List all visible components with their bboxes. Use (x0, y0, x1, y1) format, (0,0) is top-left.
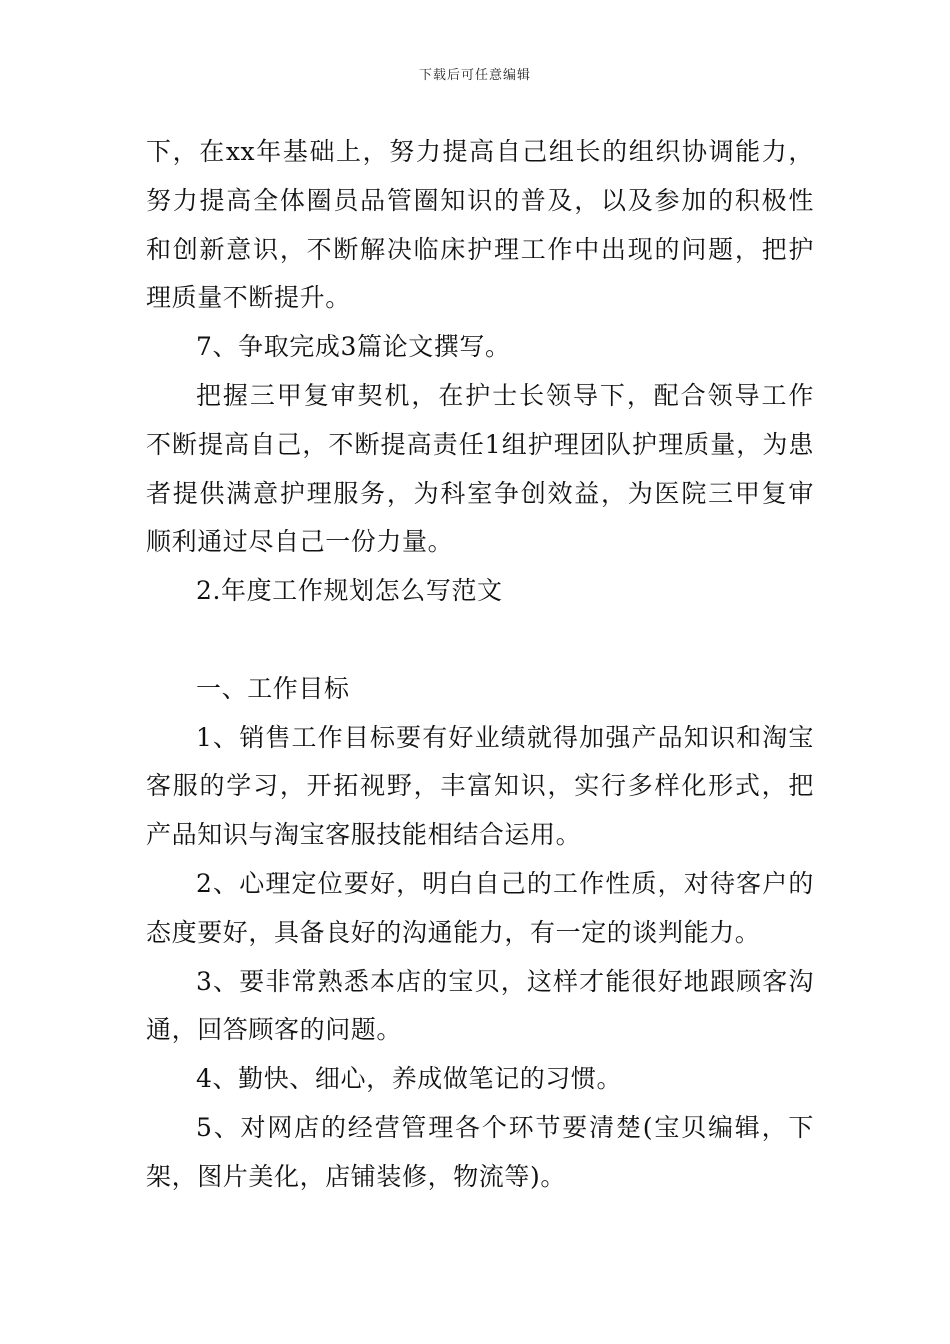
text-line: 客服的学习，开拓视野，丰富知识，实行多样化形式，把 (146, 771, 814, 801)
text-line: 把握三甲复审契机，在护士长领导下，配合领导工作 (196, 380, 814, 410)
text-line: 理质量不断提升。 (146, 283, 351, 313)
text-line: 架，图片美化，店铺装修，物流等)。 (146, 1161, 566, 1191)
blank-line (146, 616, 814, 665)
text-line: 不断提高自己，不断提高责任1组护理团队护理质量，为患 (146, 429, 814, 459)
text-line: 3、要非常熟悉本店的宝贝，这样才能很好地跟顾客沟 (196, 966, 814, 996)
section-heading: 一、工作目标 (196, 673, 350, 703)
text-line: 7、争取完成3篇论文撰写。 (196, 332, 511, 362)
text-line: 努力提高全体圈员品管圈知识的普及，以及参加的积极性 (146, 185, 814, 215)
text-line: 4、勤快、细心，养成做笔记的习惯。 (196, 1064, 623, 1094)
text-line: 1、销售工作目标要有好业绩就得加强产品知识和淘宝 (196, 722, 814, 752)
text-line: 通，回答顾客的问题。 (146, 1015, 403, 1045)
section-heading: 2.年度工作规划怎么写范文 (196, 576, 503, 606)
text-line: 和创新意识，不断解决临床护理工作中出现的问题，把护 (146, 234, 814, 264)
text-line: 5、对网店的经营管理各个环节要清楚(宝贝编辑，下 (196, 1112, 814, 1142)
text-line: 下，在xx年基础上，努力提高自己组长的组织协调能力， (146, 137, 814, 166)
document-body (146, 128, 814, 1202)
text-line: 态度要好，具备良好的沟通能力，有一定的谈判能力。 (146, 917, 761, 947)
text-line: 者提供满意护理服务，为科室争创效益，为医院三甲复审 (146, 478, 814, 508)
text-line: 产品知识与淘宝客服技能相结合运用。 (146, 820, 582, 850)
page-header: 下载后可任意编辑 (418, 68, 531, 83)
text-line: 2、心理定位要好，明白自己的工作性质，对待客户的 (196, 868, 814, 898)
text-line: 顺利通过尽自己一份力量。 (146, 527, 454, 557)
